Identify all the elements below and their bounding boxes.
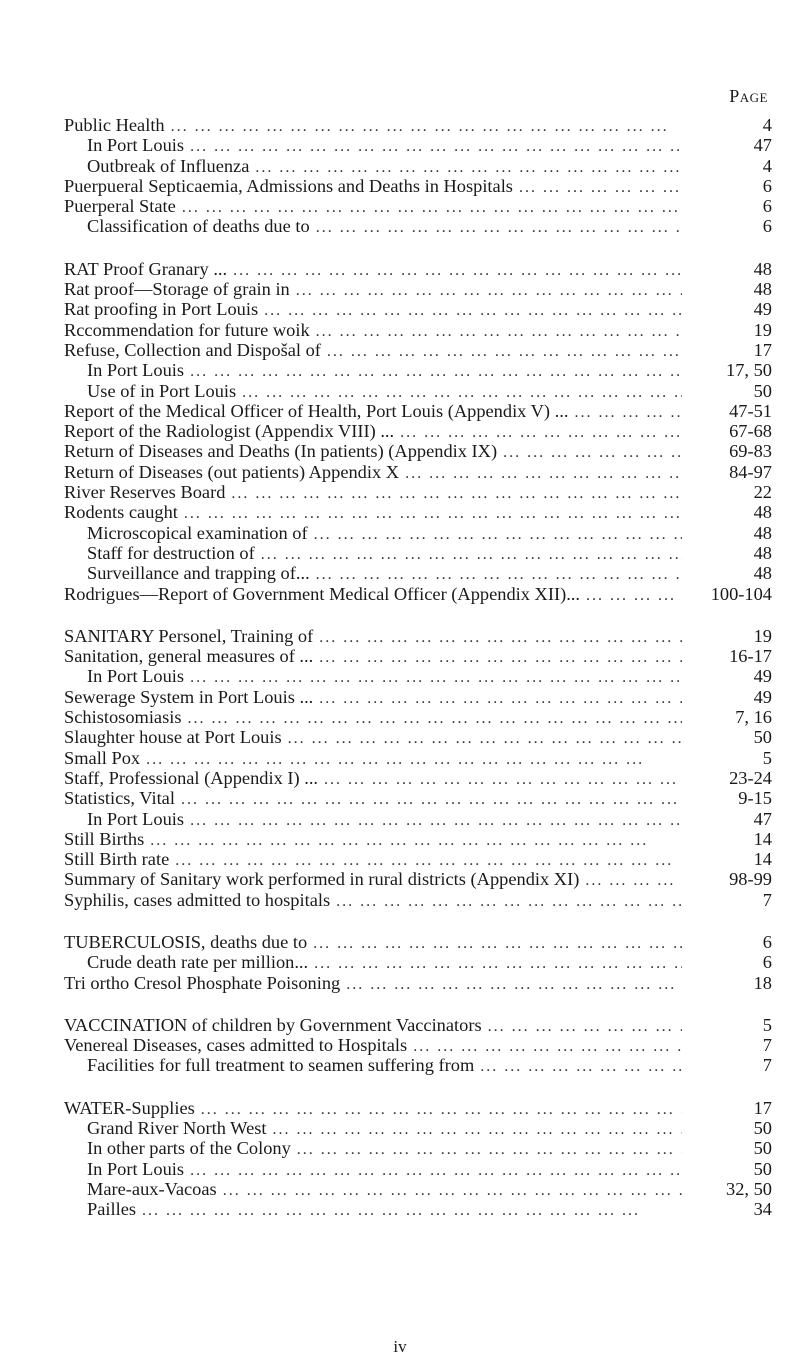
dot-leader [142, 1201, 682, 1220]
entry-page-number: 16-17 [729, 646, 772, 667]
entry-page-number: 48 [753, 258, 772, 279]
index-entry [64, 1099, 772, 1119]
dot-leader [400, 423, 682, 442]
entry-page-number: 5 [762, 1014, 772, 1035]
entry-label: Public Health [64, 115, 165, 135]
dot-leader [242, 383, 682, 402]
entry-label: Staff, Professional (Appendix I) ... [64, 767, 319, 788]
entry-page-number: 4 [762, 155, 772, 176]
entry-page-number: 98-99 [729, 869, 772, 890]
entry-label: Grand River North West [87, 1118, 267, 1139]
dot-leader [314, 525, 682, 544]
dot-leader [314, 954, 682, 973]
dot-leader [231, 484, 682, 503]
index-entry [64, 1160, 772, 1180]
index-entry [64, 136, 772, 156]
entry-label: Statistics, Vital [64, 788, 175, 809]
index-entry [64, 1119, 772, 1139]
entry-page-number: 6 [762, 196, 772, 217]
dot-leader [233, 261, 682, 280]
entry-page-number: 14 [753, 828, 772, 849]
entry-label: Report of the Medical Officer of Health, Port Louis (Appendix V) ... [64, 400, 569, 421]
index-entry [64, 564, 772, 584]
entry-label: Rat proof—Storage of grain in [64, 279, 290, 300]
entry-label: RAT Proof Granary ... [64, 258, 228, 279]
page-column-header: Page [729, 86, 768, 106]
index-entry [64, 1180, 772, 1200]
entry-label: Outbreak of Influenza [87, 155, 250, 176]
entry-label: Use of in Port Louis [87, 380, 237, 401]
entry-label: Puerpueral Septicaemia, Admissions and Deaths in Hospitals [64, 175, 513, 196]
entry-page-number: 47 [753, 135, 772, 156]
entry-label: In Port Louis [87, 666, 185, 687]
entry-label: In Port Louis [87, 808, 185, 829]
entry-page-number: 50 [753, 380, 772, 401]
entry-label: Pailles [87, 1199, 137, 1220]
entry-page-number: 48 [753, 563, 772, 584]
entry-page-number: 6 [762, 952, 772, 973]
entry-label: Schistosomiasis [64, 707, 182, 728]
entry-page-number: 19 [753, 319, 772, 340]
dot-leader [223, 1181, 682, 1200]
index-entry [64, 830, 772, 850]
dot-leader [190, 1161, 682, 1180]
dot-leader [150, 831, 682, 850]
dot-leader [413, 1037, 682, 1056]
entry-label: Tri ortho Cresol Phosphate Poisoning [64, 972, 341, 993]
index-entry [64, 260, 772, 280]
entry-page-number: 48 [753, 279, 772, 300]
entry-label: Still Births [64, 828, 145, 849]
dot-leader [273, 1120, 683, 1139]
entry-page-number: 6 [762, 931, 772, 952]
dot-leader [319, 628, 682, 647]
index-entry [64, 688, 772, 708]
entry-label: SANITARY Personel, Training of [64, 625, 314, 646]
dot-leader [297, 1140, 682, 1159]
entry-label: Rodents caught [64, 502, 178, 523]
entry-label: Facilities for full treatment to seamen suffering from [87, 1055, 475, 1076]
entry-label: VACCINATION of children by Government Vaccinators [64, 1014, 482, 1035]
index-section [64, 116, 772, 238]
entry-label: Surveillance and trapping of... [87, 563, 310, 584]
index-entry [64, 953, 772, 973]
dot-leader [316, 218, 682, 237]
dot-leader [182, 198, 682, 217]
entry-page-number: 23-24 [729, 767, 772, 788]
index-entry [64, 463, 772, 483]
index-list [64, 116, 772, 1243]
index-entry [64, 870, 772, 890]
index-entry [64, 749, 772, 769]
page-number: iv [393, 1337, 407, 1356]
entry-page-number: 84-97 [729, 461, 772, 482]
dot-leader [313, 934, 682, 953]
index-entry [64, 1056, 772, 1076]
entry-page-number: 7 [762, 1055, 772, 1076]
index-entry [64, 1139, 772, 1159]
dot-leader [264, 301, 682, 320]
dot-leader [181, 790, 682, 809]
index-entry [64, 544, 772, 564]
dot-leader [319, 648, 682, 667]
entry-page-number: 32, 50 [726, 1178, 772, 1199]
dot-leader [586, 586, 682, 605]
entry-page-number: 6 [762, 175, 772, 196]
dot-leader [346, 975, 682, 994]
entry-page-number: 34 [753, 1199, 772, 1220]
entry-page-number: 5 [762, 747, 772, 768]
entry-label: Return of Diseases (out patients) Appendix X [64, 461, 400, 482]
entry-page-number: 18 [753, 972, 772, 993]
dot-leader [519, 178, 682, 197]
index-entry [64, 667, 772, 687]
entry-label: Staff for destruction of [87, 542, 255, 563]
entry-label: Summary of Sanitary work performed in rural districts (Appendix XI) [64, 869, 580, 890]
dot-leader [188, 709, 682, 728]
dot-leader [171, 117, 682, 136]
entry-page-number: 49 [753, 299, 772, 320]
entry-page-number: 7 [762, 889, 772, 910]
dot-leader [201, 1100, 682, 1119]
dot-leader [296, 281, 682, 300]
index-entry [64, 708, 772, 728]
index-entry [64, 1036, 772, 1056]
entry-label: River Reserves Board [64, 482, 226, 503]
entry-page-number: 14 [753, 849, 772, 870]
entry-page-number: 47-51 [729, 400, 772, 421]
dot-leader [585, 871, 682, 890]
entry-label: In Port Louis [87, 1158, 185, 1179]
index-entry [64, 1200, 772, 1220]
dot-leader [288, 729, 682, 748]
index-section [64, 260, 772, 605]
index-entry [64, 157, 772, 177]
dot-leader [316, 565, 682, 584]
entry-label: Still Birth rate [64, 849, 170, 870]
dot-leader [488, 1017, 682, 1036]
entry-label: Sanitation, general measures of ... [64, 646, 314, 667]
index-entry [64, 585, 772, 605]
index-entry [64, 116, 772, 136]
index-entry [64, 217, 772, 237]
index-section [64, 933, 772, 994]
entry-page-number: 17 [753, 339, 772, 360]
entry-label: Rccommendation for future woik [64, 319, 310, 340]
entry-page-number: 50 [753, 727, 772, 748]
entry-label: Rat proofing in Port Louis [64, 299, 259, 320]
index-entry [64, 627, 772, 647]
dot-leader [184, 504, 682, 523]
index-entry [64, 361, 772, 381]
entry-page-number: 7 [762, 1035, 772, 1056]
dot-leader [336, 892, 682, 911]
entry-label: Syphilis, cases admitted to hospitals [64, 889, 331, 910]
entry-label: TUBERCULOSIS, deaths due to [64, 931, 308, 952]
entry-label: Classification of deaths due to [87, 216, 310, 237]
entry-page-number: 49 [753, 666, 772, 687]
index-entry [64, 341, 772, 361]
dot-leader [327, 342, 682, 361]
index-entry [64, 524, 772, 544]
entry-page-number: 9-15 [738, 788, 772, 809]
index-entry [64, 647, 772, 667]
index-entry [64, 974, 772, 994]
index-entry [64, 197, 772, 217]
index-entry [64, 422, 772, 442]
dot-leader [190, 811, 682, 830]
entry-page-number: 7, 16 [735, 707, 772, 728]
index-section [64, 1016, 772, 1077]
dot-leader [319, 689, 682, 708]
entry-page-number: 6 [762, 216, 772, 237]
index-entry [64, 280, 772, 300]
entry-page-number: 48 [753, 542, 772, 563]
index-entry [64, 321, 772, 341]
entry-label: In Port Louis [87, 360, 185, 381]
entry-page-number: 4 [762, 115, 772, 135]
entry-page-number: 47 [753, 808, 772, 829]
entry-page-number: 50 [753, 1118, 772, 1139]
entry-label: Return of Diseases and Deaths (In patients) (Appendix IX) [64, 441, 498, 462]
entry-page-number: 48 [753, 502, 772, 523]
index-section [64, 1099, 772, 1221]
index-entry [64, 402, 772, 422]
index-entry [64, 300, 772, 320]
index-entry [64, 177, 772, 197]
entry-label: Small Pox [64, 747, 141, 768]
index-entry [64, 810, 772, 830]
entry-page-number: 17, 50 [726, 360, 772, 381]
entry-label: In other parts of the Colony [87, 1138, 291, 1159]
entry-page-number: 50 [753, 1138, 772, 1159]
entry-page-number: 69-83 [729, 441, 772, 462]
dot-leader [261, 545, 682, 564]
entry-page-number: 100-104 [710, 583, 772, 604]
entry-label: Crude death rate per million... [87, 952, 309, 973]
dot-leader [324, 770, 682, 789]
dot-leader [574, 403, 682, 422]
index-entry [64, 503, 772, 523]
dot-leader [190, 137, 682, 156]
index-entry [64, 483, 772, 503]
dot-leader [190, 362, 682, 381]
index-entry [64, 789, 772, 809]
dot-leader [405, 464, 682, 483]
entry-label: Microscopical examination of [87, 522, 308, 543]
entry-label: Slaughter house at Port Louis [64, 727, 282, 748]
index-entry [64, 933, 772, 953]
index-entry [64, 769, 772, 789]
dot-leader [316, 322, 682, 341]
entry-label: Sewerage System in Port Louis ... [64, 686, 314, 707]
entry-label: Puerperal State [64, 196, 176, 217]
entry-page-number: 67-68 [729, 421, 772, 442]
entry-label: Venereal Diseases, cases admitted to Hospitals [64, 1035, 408, 1056]
index-entry [64, 1016, 772, 1036]
dot-leader [190, 668, 682, 687]
entry-label: Mare-aux-Vacoas [87, 1178, 217, 1199]
index-entry [64, 891, 772, 911]
entry-label: Report of the Radiologist (Appendix VIII) ... [64, 421, 395, 442]
entry-label: WATER-Supplies [64, 1097, 195, 1118]
entry-label: Refuse, Collection and Dispošal of [64, 339, 321, 360]
index-section [64, 627, 772, 911]
dot-leader [503, 443, 682, 462]
index-entry [64, 728, 772, 748]
index-entry [64, 850, 772, 870]
dot-leader [480, 1057, 682, 1076]
index-entry [64, 442, 772, 462]
entry-label: In Port Louis [87, 135, 185, 156]
entry-page-number: 49 [753, 686, 772, 707]
entry-page-number: 50 [753, 1158, 772, 1179]
entry-page-number: 22 [753, 482, 772, 503]
entry-page-number: 48 [753, 522, 772, 543]
entry-page-number: 19 [753, 625, 772, 646]
dot-leader [255, 158, 682, 177]
entry-label: Rodrigues—Report of Government Medical Officer (Appendix XII)... [64, 583, 580, 604]
entry-page-number: 17 [753, 1097, 772, 1118]
index-entry [64, 382, 772, 402]
dot-leader [175, 851, 682, 870]
dot-leader [146, 750, 682, 769]
